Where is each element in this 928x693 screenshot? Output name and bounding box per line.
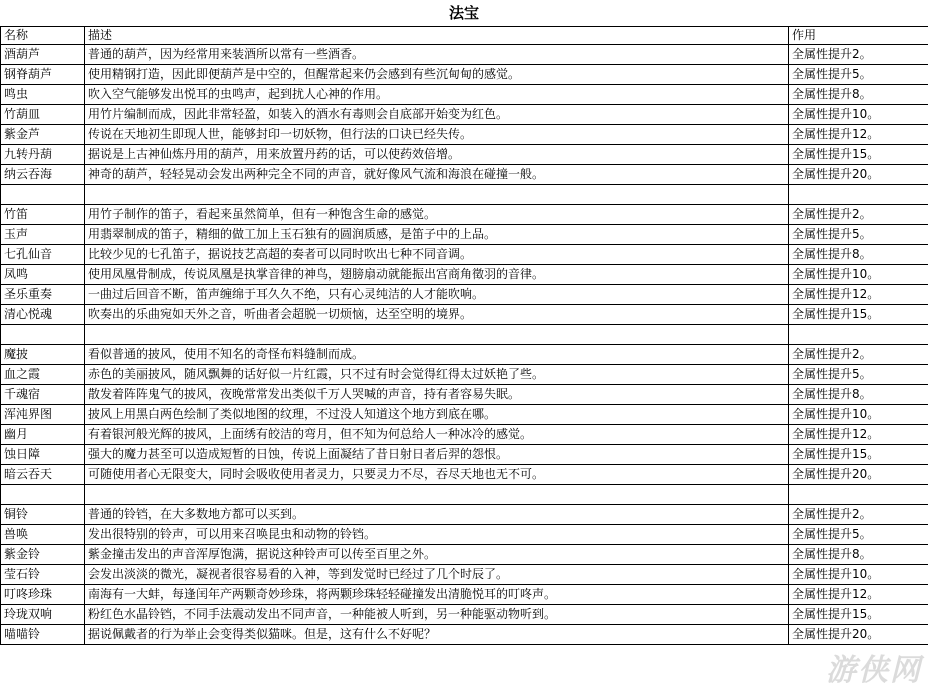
table-row (1, 265, 928, 285)
cell-description[interactable]: 粉红色水晶铃铛，不同手法震动发出不同声音，一种能被人听到，另一种能驱动物听到。 (85, 605, 789, 625)
cell-description[interactable]: 普通的铃铛，在大多数地方都可以买到。 (85, 505, 789, 525)
cell-effect[interactable] (789, 325, 928, 345)
cell-effect[interactable]: 全属性提升15。 (789, 445, 928, 465)
cell-name[interactable] (1, 485, 85, 505)
cell-name[interactable] (1, 185, 85, 205)
cell-name[interactable]: 九转丹葫 (1, 145, 85, 165)
cell-description[interactable]: 用翡翠制成的笛子，精细的做工加上玉石独有的圆润质感，是笛子中的上品。 (85, 225, 789, 245)
cell-description[interactable]: 使用精钢打造，因此即便葫芦是中空的，但醒常起来仍会感到有些沉甸甸的感觉。 (85, 65, 789, 85)
cell-name[interactable]: 魔披 (1, 345, 85, 365)
cell-name[interactable]: 酒葫芦 (1, 45, 85, 65)
table-row (1, 45, 928, 65)
cell-effect[interactable]: 全属性提升5。 (789, 65, 928, 85)
treasure-table (0, 26, 928, 645)
cell-description[interactable]: 会发出淡淡的微光，凝视者很容易看的入神，等到发觉时已经过了几个时辰了。 (85, 565, 789, 585)
table-row (1, 85, 928, 105)
cell-description[interactable]: 强大的魔力甚至可以造成短暂的日蚀，传说上面凝结了昔日射日者后羿的怨恨。 (85, 445, 789, 465)
table-row (1, 285, 928, 305)
cell-description[interactable] (85, 485, 789, 505)
cell-effect[interactable]: 全属性提升2。 (789, 205, 928, 225)
header-name[interactable]: 名称 (1, 27, 85, 45)
cell-effect[interactable]: 全属性提升2。 (789, 45, 928, 65)
cell-effect[interactable]: 全属性提升12。 (789, 285, 928, 305)
table-row (1, 465, 928, 485)
cell-name[interactable]: 浑沌界图 (1, 405, 85, 425)
cell-effect[interactable]: 全属性提升12。 (789, 425, 928, 445)
table-row (1, 245, 928, 265)
cell-description[interactable]: 神奇的葫芦，轻轻晃动会发出两种完全不同的声音，就好像风气流和海浪在碰撞一般。 (85, 165, 789, 185)
cell-description[interactable]: 散发着阵阵鬼气的披风，夜晚常常发出类似千万人哭喊的声音，持有者容易失眠。 (85, 385, 789, 405)
cell-effect[interactable]: 全属性提升8。 (789, 385, 928, 405)
table-row (1, 565, 928, 585)
cell-description[interactable] (85, 185, 789, 205)
header-description[interactable]: 描述 (85, 27, 789, 45)
cell-name[interactable]: 铜铃 (1, 505, 85, 525)
cell-description[interactable]: 普通的葫芦，因为经常用来装酒所以常有一些酒香。 (85, 45, 789, 65)
cell-name[interactable]: 紫金芦 (1, 125, 85, 145)
cell-effect[interactable]: 全属性提升2。 (789, 505, 928, 525)
cell-description[interactable]: 紫金撞击发出的声音浑厚饱满，据说这种铃声可以传至百里之外。 (85, 545, 789, 565)
cell-name[interactable]: 玲珑双响 (1, 605, 85, 625)
cell-name[interactable]: 钢脊葫芦 (1, 65, 85, 85)
cell-description[interactable]: 吹入空气能够发出悦耳的虫鸣声，起到扰人心神的作用。 (85, 85, 789, 105)
cell-description[interactable]: 有着银河般光辉的披风，上面绣有皎洁的弯月，但不知为何总给人一种冰冷的感觉。 (85, 425, 789, 445)
cell-effect[interactable]: 全属性提升2。 (789, 345, 928, 365)
cell-description[interactable]: 用竹片编制而成，因此非常轻盈，如装入的酒水有毒则会自底部开始变为红色。 (85, 105, 789, 125)
cell-description[interactable]: 南海有一大蚌，每逢闰年产两颗奇妙珍珠，将两颗珍珠轻轻碰撞发出清脆悦耳的叮咚声。 (85, 585, 789, 605)
cell-effect[interactable] (789, 485, 928, 505)
cell-name[interactable]: 喵喵铃 (1, 625, 85, 645)
cell-name[interactable]: 血之霞 (1, 365, 85, 385)
cell-description[interactable]: 据说佩戴者的行为举止会变得类似猫咪。但是，这有什么不好呢？ (85, 625, 789, 645)
table-row (1, 325, 928, 345)
table-row (1, 605, 928, 625)
cell-name[interactable]: 莹石铃 (1, 565, 85, 585)
cell-effect[interactable]: 全属性提升10。 (789, 105, 928, 125)
cell-name[interactable]: 兽唤 (1, 525, 85, 545)
cell-effect[interactable]: 全属性提升20。 (789, 165, 928, 185)
header-row (1, 27, 928, 45)
table-row (1, 125, 928, 145)
watermark-logo: 游侠网 (826, 653, 922, 688)
table-row (1, 485, 928, 505)
cell-name[interactable]: 玉声 (1, 225, 85, 245)
cell-description[interactable]: 一曲过后回音不断，笛声缠绵于耳久久不绝，只有心灵纯洁的人才能吹响。 (85, 285, 789, 305)
cell-effect[interactable] (789, 185, 928, 205)
cell-effect[interactable]: 全属性提升12。 (789, 125, 928, 145)
table-row (1, 105, 928, 125)
cell-name[interactable]: 竹笛 (1, 205, 85, 225)
cell-description[interactable]: 吹奏出的乐曲宛如天外之音，听曲者会超脱一切烦恼，达至空明的境界。 (85, 305, 789, 325)
cell-name[interactable]: 竹葫皿 (1, 105, 85, 125)
table-row (1, 65, 928, 85)
cell-name[interactable]: 清心悦魂 (1, 305, 85, 325)
cell-effect[interactable]: 全属性提升15。 (789, 605, 928, 625)
cell-name[interactable]: 七孔仙音 (1, 245, 85, 265)
sheet-title: 法宝 (448, 4, 479, 22)
table-row (1, 345, 928, 365)
header-effect[interactable]: 作用 (789, 27, 928, 45)
cell-description[interactable]: 发出很特别的铃声，可以用来召唤昆虫和动物的铃铛。 (85, 525, 789, 545)
cell-name[interactable]: 鸣虫 (1, 85, 85, 105)
cell-name[interactable]: 暗云吞天 (1, 465, 85, 485)
cell-name[interactable]: 幽月 (1, 425, 85, 445)
cell-effect[interactable]: 全属性提升5。 (789, 225, 928, 245)
cell-name[interactable]: 凤鸣 (1, 265, 85, 285)
cell-description[interactable]: 传说在天地初生即现人世，能够封印一切妖物，但行法的口诀已经失传。 (85, 125, 789, 145)
cell-description[interactable]: 使用凤凰骨制成，传说凤凰是执掌音律的神鸟，翅膀扇动就能振出宫商角徵羽的音律。 (85, 265, 789, 285)
cell-name[interactable]: 叮咚珍珠 (1, 585, 85, 605)
cell-description[interactable]: 比较少见的七孔笛子，据说技艺高超的奏者可以同时吹出七种不同音调。 (85, 245, 789, 265)
cell-effect[interactable]: 全属性提升10。 (789, 265, 928, 285)
cell-name[interactable]: 千魂宿 (1, 385, 85, 405)
table-row (1, 305, 928, 325)
table-row (1, 625, 928, 645)
table-row (1, 445, 928, 465)
cell-effect[interactable]: 全属性提升5。 (789, 365, 928, 385)
cell-description[interactable]: 赤色的美丽披风，随风飘舞的话好似一片红霞，只不过有时会觉得红得太过妖艳了些。 (85, 365, 789, 385)
cell-description[interactable]: 可随使用者心无限变大，同时会吸收使用者灵力，只要灵力不尽，吞尽天地也无不可。 (85, 465, 789, 485)
table-row (1, 145, 928, 165)
cell-description[interactable] (85, 325, 789, 345)
table-row (1, 585, 928, 605)
table-row (1, 525, 928, 545)
table-row (1, 165, 928, 185)
table-row (1, 385, 928, 405)
table-row (1, 365, 928, 385)
cell-effect[interactable]: 全属性提升20。 (789, 465, 928, 485)
cell-effect[interactable]: 全属性提升20。 (789, 625, 928, 645)
cell-effect[interactable]: 全属性提升8。 (789, 545, 928, 565)
table-row (1, 425, 928, 445)
cell-effect[interactable]: 全属性提升8。 (789, 85, 928, 105)
table-row (1, 185, 928, 205)
cell-description[interactable]: 披风上用黑白两色绘制了类似地图的纹理，不过没人知道这个地方到底在哪。 (85, 405, 789, 425)
table-row (1, 405, 928, 425)
cell-name[interactable]: 纳云吞海 (1, 165, 85, 185)
cell-name[interactable]: 蚀日障 (1, 445, 85, 465)
cell-effect[interactable]: 全属性提升5。 (789, 525, 928, 545)
cell-effect[interactable]: 全属性提升10。 (789, 565, 928, 585)
table-row (1, 205, 928, 225)
cell-name[interactable]: 圣乐重奏 (1, 285, 85, 305)
cell-effect[interactable]: 全属性提升15。 (789, 305, 928, 325)
cell-effect[interactable]: 全属性提升8。 (789, 245, 928, 265)
table-row (1, 225, 928, 245)
cell-description[interactable]: 用竹子制作的笛子，看起来虽然简单，但有一种饱含生命的感觉。 (85, 205, 789, 225)
cell-description[interactable]: 据说是上古神仙炼丹用的葫芦，用来放置丹药的话，可以使药效倍增。 (85, 145, 789, 165)
cell-effect[interactable]: 全属性提升10。 (789, 405, 928, 425)
cell-effect[interactable]: 全属性提升15。 (789, 145, 928, 165)
table-row (1, 505, 928, 525)
cell-name[interactable]: 紫金铃 (1, 545, 85, 565)
table-row (1, 545, 928, 565)
cell-description[interactable]: 看似普通的披风，使用不知名的奇怪布料缝制而成。 (85, 345, 789, 365)
cell-name[interactable] (1, 325, 85, 345)
cell-effect[interactable]: 全属性提升12。 (789, 585, 928, 605)
